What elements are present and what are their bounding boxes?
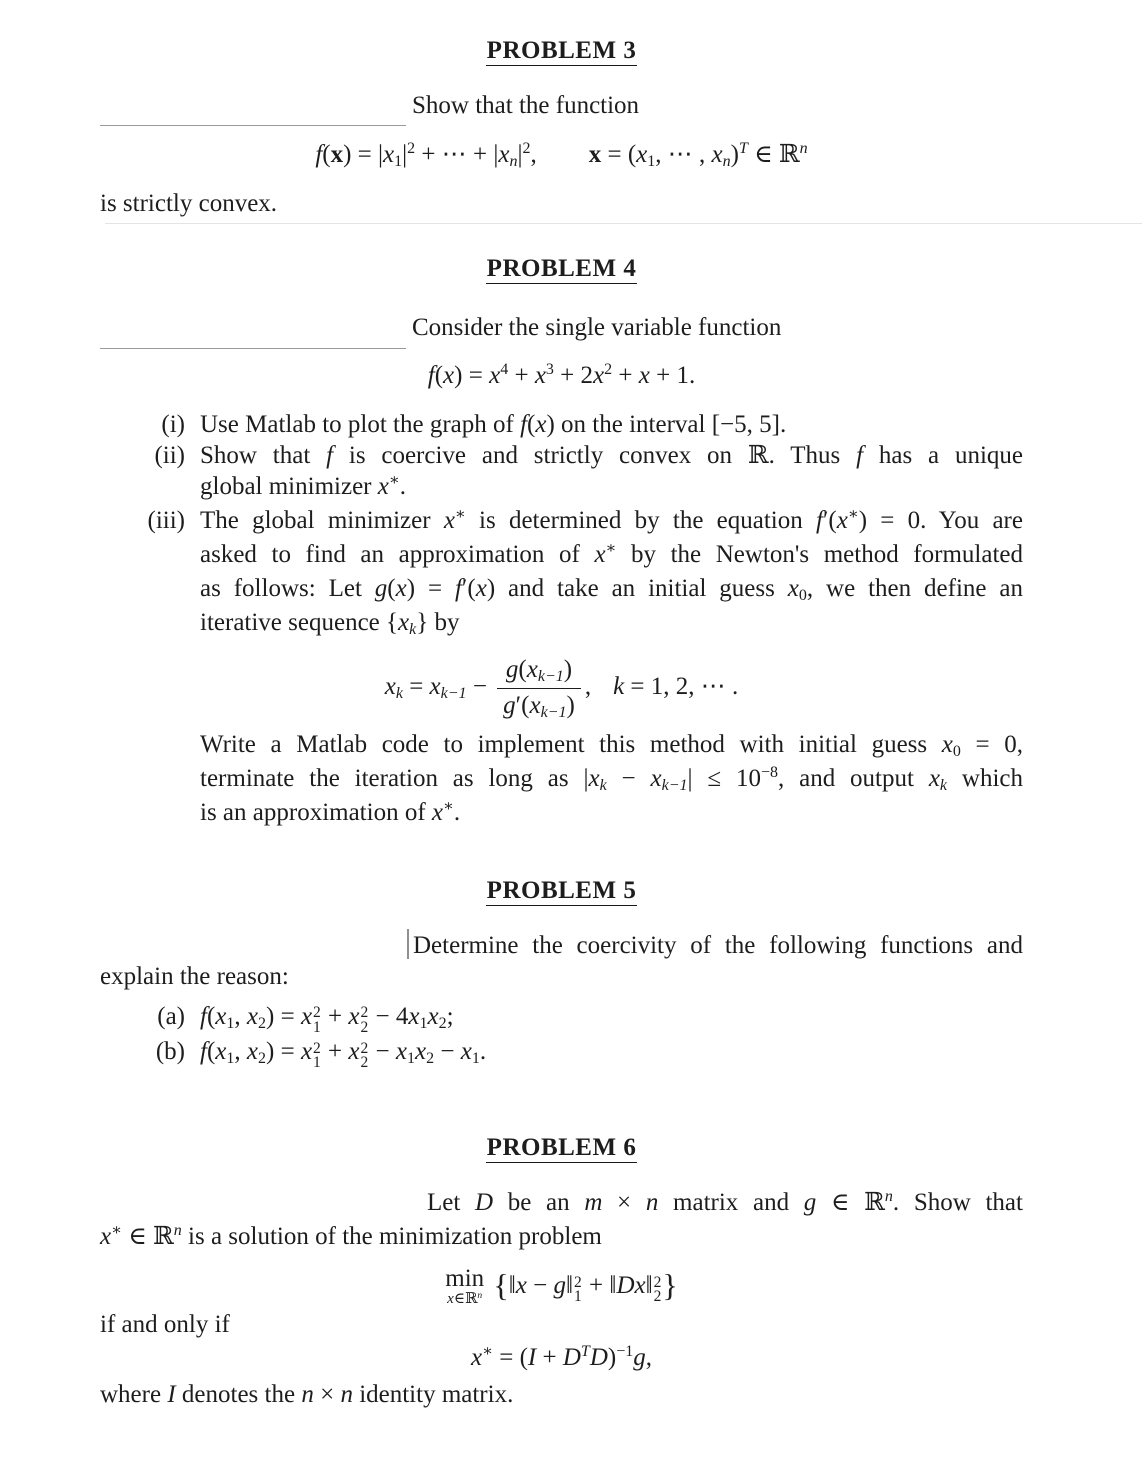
divider-rule-1: [100, 125, 406, 126]
text-cursor: [407, 929, 409, 959]
divider-rule-2: [100, 348, 406, 349]
problem4-intro: Consider the single variable function: [412, 314, 782, 341]
list-item-iii-line2: asked to find an approximation of x∗ by the Newton's method formulated: [200, 540, 1023, 568]
problem5-intro-line2: explain the reason:: [100, 962, 289, 990]
problem4-heading-text: PROBLEM 4: [486, 255, 637, 282]
list-item-i-line1: Use Matlab to plot the graph of f(x) on the interval [−5, 5].: [200, 411, 787, 438]
list-item-b-label: (b): [155, 1037, 185, 1065]
problem4-closing-line3: is an approximation of x∗.: [200, 797, 461, 826]
list-item-iii-body: [200, 505, 1023, 641]
minimization-equation: min x∈ℝ$^n$ {‖x − g‖ 2 1 + ‖Dx‖ 2 2 }: [445, 1265, 678, 1308]
problem6-intro-line1: Let D be an m × n matrix and g ∈ ℝ$^n$. Show that: [427, 1188, 1023, 1216]
faint-page-rule: [105, 223, 1142, 224]
problem4-closing-line1: Write a Matlab code to implement this method with initial guess x0 = 0,: [200, 730, 1023, 760]
list-item-iii-line4: iterative sequence {xk} by: [200, 609, 460, 639]
list-item-iii: [100, 505, 1023, 641]
problem6-intro-line2: x∗ ∈ ℝ$^n$ is a solution of the minimization problem: [100, 1222, 602, 1250]
solution-equation: $x^∗ = (I + D^TD)^{-1}g$,: [471, 1343, 652, 1372]
list-item-iii-line3: as follows: Let g(x) = f′(x) and take an initial guess x0, we then define an: [200, 575, 1023, 605]
problem4-closing-paragraph: [100, 729, 1023, 831]
problem5-intro-line1: Determine the coercivity of the following functions and: [100, 929, 1023, 961]
problem5-heading: [100, 876, 1023, 906]
list-item-iii-label: (iii): [147, 507, 185, 534]
list-item-ii-label: (ii): [154, 442, 185, 469]
list-item-iii-line1: The global minimizer x∗ is determined by the equation f′(x∗) = 0. You are: [200, 506, 1023, 534]
list-item-ii: [100, 440, 1023, 505]
problem3-intro: Show that the function: [412, 92, 640, 119]
list-item-a-label: (a): [157, 1002, 185, 1030]
list-item-a: [100, 1001, 1023, 1036]
problem3-heading-text: PROBLEM 3: [486, 37, 637, 64]
list-item-b-body: [200, 1036, 1023, 1071]
problem6-closing-text: where I denotes the n × n identity matrix.: [100, 1381, 514, 1409]
problem3-heading: [100, 36, 1023, 66]
newton-iteration-equation: xk = xk−1 − $\frac{g(xk-1)}{g'(xk-1)}$ , k = 1, 2, ⋯ .: [384, 656, 739, 722]
list-item-a-body: [200, 1001, 1023, 1036]
problem4-heading: [100, 254, 1023, 284]
list-item-a-line1: f(x1, x2) = x 2 1 + x 2 2 − 4x1x2;: [200, 1002, 454, 1037]
problem5-heading-text: PROBLEM 5: [486, 876, 637, 904]
list-item-i-label: (i): [161, 411, 185, 438]
problem4-closing-line2: terminate the iteration as long as $|xk - xk-1| \le 10^{-8}$, and output xk which: [200, 763, 1023, 794]
list-item-ii-body: [200, 440, 1023, 505]
problem3-outro: is strictly convex.: [100, 190, 278, 217]
problem6-heading-text: PROBLEM 6: [486, 1133, 637, 1161]
list-item-i: [100, 409, 1023, 440]
problem6-middle-text: if and only if: [100, 1311, 230, 1339]
list-item-b: [100, 1036, 1023, 1071]
list-item-b-line1: f(x1, x2) = x 2 1 + x 2 2 − x1x2 − x1.: [200, 1037, 487, 1072]
document-page: [0, 36, 1147, 1410]
list-item-ii-line1: Show that f is coercive and strictly convex on ℝ. Thus f has a unique: [200, 442, 1023, 469]
list-item-i-body: [200, 409, 1023, 440]
problem4-equation: $f(x) = x^4 + x^3 + 2x^2 + x + 1$.: [427, 361, 696, 389]
problem3-equation: $f(x) = |x1|^2$ + ⋯ + $|xn|^2$, x = (x1, ⋯ , xn)$^T$ ∈ ℝ$^n$: [315, 140, 808, 171]
list-item-ii-line2: global minimizer x∗.: [200, 472, 406, 500]
problem6-heading: [100, 1133, 1023, 1163]
